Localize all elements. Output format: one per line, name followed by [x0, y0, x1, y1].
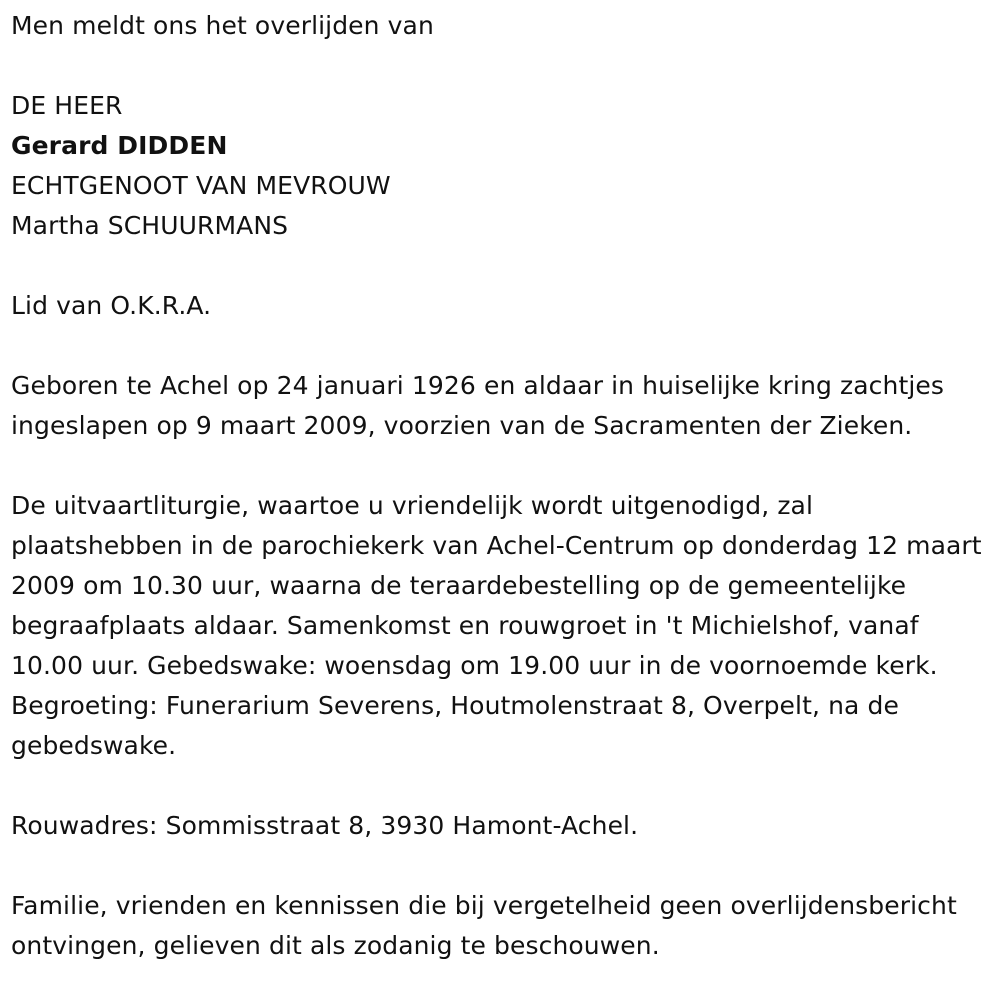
death-notice [11, 6, 991, 966]
funeral-details-paragraph: De uitvaartliturgie, waartoe u vriendelijk wordt uitgenodigd, zal plaatshebben in de parochiekerk van Achel-Centrum op donderdag 12 maart 2009 om 10.30 uur, waarna de teraardebestelling op de gemeentelijke begraafplaats aldaar. Samenkomst en rouwgroet in 't Michielshof, vanaf 10.00 uur. Gebedswake: woensdag om 19.00 uur in de voornoemde kerk. Begroeting: Funerarium Severens, Houtmolenstraat 8, Overpelt, na de gebedswake. [11, 491, 982, 760]
closing-paragraph: Familie, vrienden en kennissen die bij vergetelheid geen overlijdensbericht ontvingen, gelieven dit als zodanig te beschouwen. [11, 891, 957, 960]
title-line: DE HEER [11, 91, 123, 120]
mourning-address: Rouwadres: Sommisstraat 8, 3930 Hamont-Achel. [11, 811, 639, 840]
membership-text: Lid van O.K.R.A. [11, 291, 212, 320]
spacer [11, 446, 991, 486]
spacer [11, 846, 991, 886]
deceased-name: Gerard DIDDEN [11, 131, 228, 160]
spouse-name: Martha SCHUURMANS [11, 211, 289, 240]
spacer [11, 46, 991, 86]
spacer [11, 246, 991, 286]
spacer [11, 326, 991, 366]
birth-death-paragraph: Geboren te Achel op 24 januari 1926 en aldaar in huiselijke kring zachtjes ingeslapen op 9 maart 2009, voorzien van de Sacramenten der Zieken. [11, 371, 945, 440]
spacer [11, 766, 991, 806]
intro-text: Men meldt ons het overlijden van [11, 11, 434, 40]
spouse-title: ECHTGENOOT VAN MEVROUW [11, 171, 391, 200]
